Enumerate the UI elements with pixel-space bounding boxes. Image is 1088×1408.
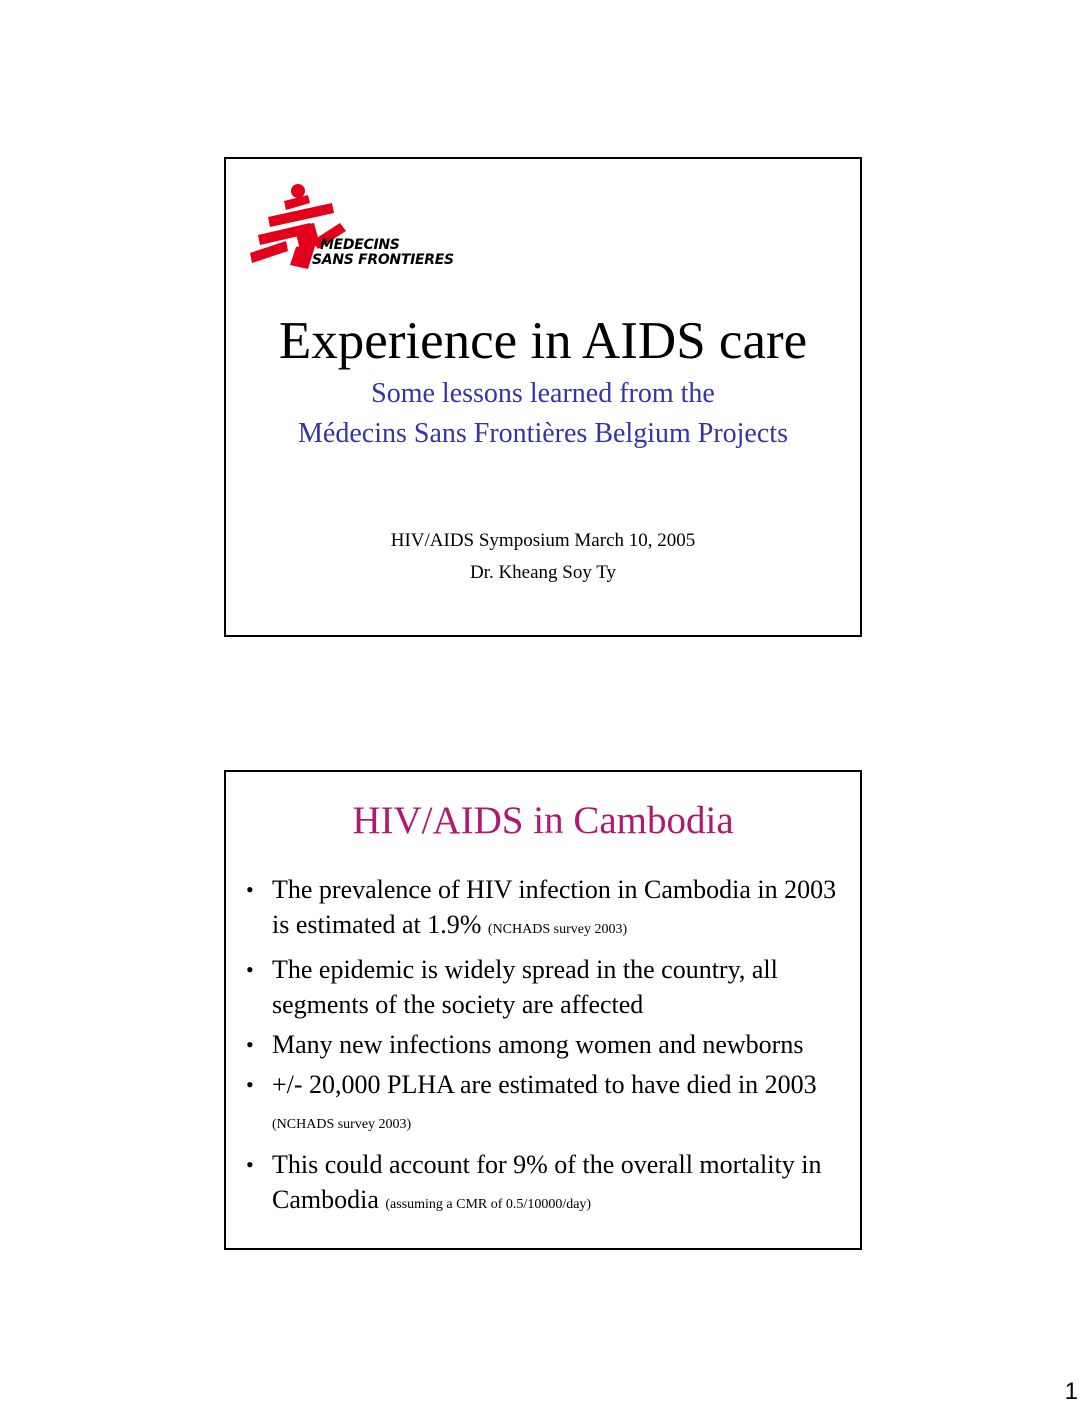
slide-title: Experience in AIDS care: [278, 312, 808, 370]
bullet-source-note: (NCHADS survey 2003): [487, 922, 628, 937]
page-number: 1: [1064, 1378, 1078, 1405]
msf-logo: [250, 183, 454, 273]
bullet-icon: •: [246, 1072, 254, 1097]
bullet-list: [244, 872, 850, 1227]
bullet-icon: •: [246, 1152, 254, 1177]
slide-subtitle-line-1: Some lessons learned from the: [371, 378, 715, 409]
bullet-item: [244, 952, 850, 1022]
bullet-item: [244, 872, 850, 947]
logo-text-medecins: MEDECINS: [320, 237, 400, 253]
author-line: Dr. Kheang Soy Ty: [469, 562, 617, 583]
slide-2: [224, 770, 862, 1250]
bullet-item: [244, 1027, 850, 1062]
bullet-text: The prevalence of HIV infection in Cambodia in 2003 is estimated at 1.9%: [272, 875, 837, 939]
bullet-item: [244, 1147, 850, 1222]
logo-text-sans-frontieres: SANS FRONTIERES: [312, 252, 454, 268]
slide-subtitle-line-2: Médecins Sans Frontières Belgium Projects: [298, 418, 788, 449]
slide-1: [224, 157, 862, 637]
slide-title: HIV/AIDS in Cambodia: [352, 799, 734, 842]
bullet-icon: •: [246, 957, 254, 982]
bullet-source-note: (assuming a CMR of 0.5/10000/day): [385, 1197, 592, 1212]
bullet-item: [244, 1067, 850, 1142]
bullet-icon: •: [246, 1032, 254, 1057]
bullet-source-note: (NCHADS survey 2003): [272, 1117, 412, 1132]
bullet-text: The epidemic is widely spread in the country, all segments of the society are affected: [272, 955, 778, 1019]
event-line: HIV/AIDS Symposium March 10, 2005: [390, 530, 696, 551]
bullet-text: This could account for 9% of the overall mortality in Cambodia: [272, 1150, 822, 1214]
bullet-icon: •: [246, 877, 254, 902]
bullet-text: Many new infections among women and newborns: [272, 1030, 804, 1059]
bullet-text: +/- 20,000 PLHA are estimated to have died in 2003: [272, 1070, 817, 1099]
